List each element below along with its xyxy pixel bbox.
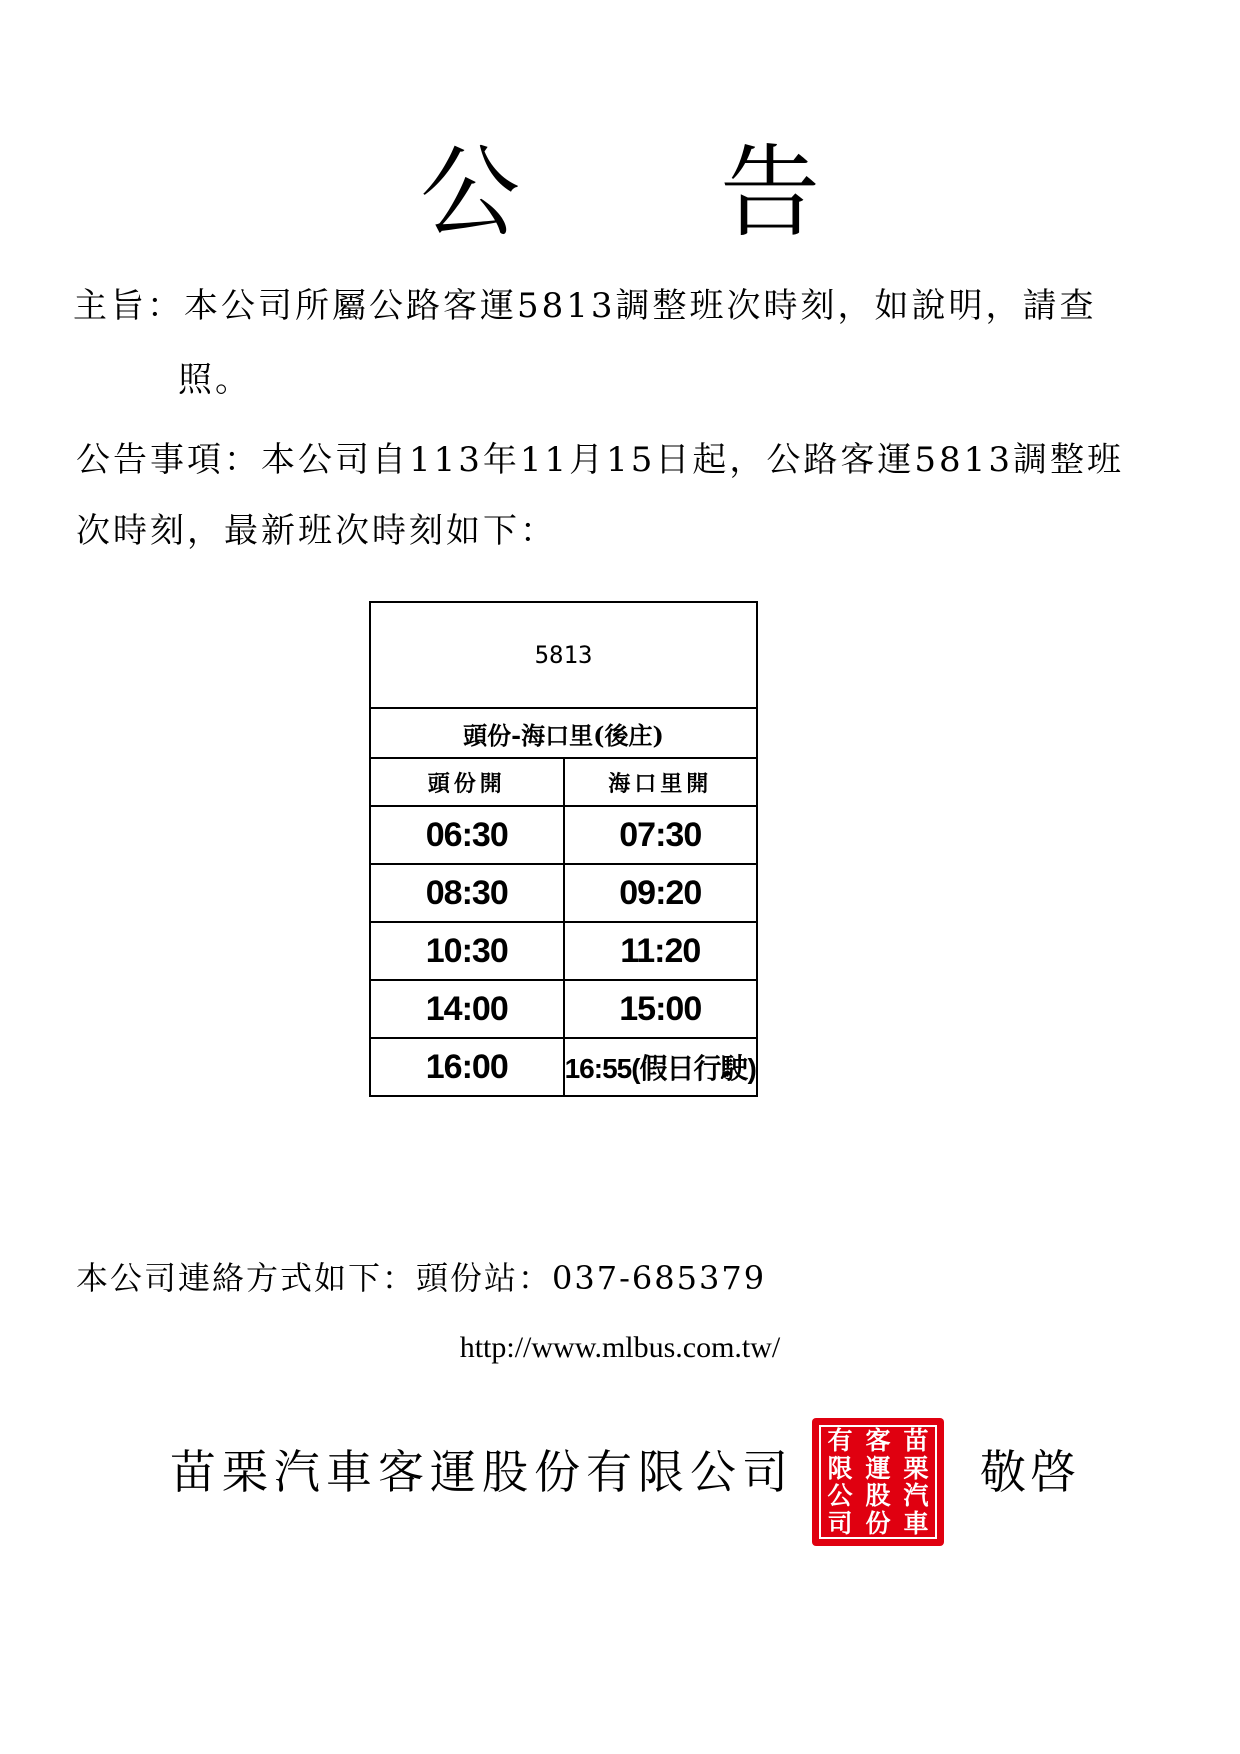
table-row <box>370 980 757 1038</box>
company-seal-stamp <box>812 1418 944 1546</box>
title-char-1: 公 <box>420 134 520 251</box>
table-row <box>370 1038 757 1096</box>
departure-haikou: 15:00 <box>564 980 758 1038</box>
departure-toufen: 08:30 <box>370 864 564 922</box>
table-row <box>370 806 757 864</box>
company-name: 苗栗汽車客運股份有限公司 <box>170 1445 794 1499</box>
departure-haikou: 11:20 <box>564 922 758 980</box>
title-char-2: 告 <box>720 134 820 251</box>
schedule-table <box>369 601 758 1097</box>
notice-line-2: 次時刻，最新班次時刻如下： <box>76 511 557 551</box>
seal-grid: 有 客 苗 限 運 栗 公 股 汽 司 份 車 <box>819 1425 937 1539</box>
departure-toufen: 10:30 <box>370 922 564 980</box>
notice-title <box>0 134 1240 251</box>
departure-toufen: 14:00 <box>370 980 564 1038</box>
subject-line-2: 照。 <box>178 360 252 400</box>
departure-toufen: 06:30 <box>370 806 564 864</box>
route-name: 頭份-海口里(後庄) <box>370 708 757 758</box>
column-header-toufen: 頭份開 <box>370 758 564 806</box>
route-number: 5813 <box>370 602 757 708</box>
subject-line-1: 主旨：本公司所屬公路客運5813調整班次時刻，如說明，請查 <box>73 286 1097 326</box>
departure-toufen: 16:00 <box>370 1038 564 1096</box>
departure-haikou: 09:20 <box>564 864 758 922</box>
column-header-haikou: 海口里開 <box>564 758 758 806</box>
closing-salutation: 敬啓 <box>980 1445 1080 1499</box>
table-row <box>370 922 757 980</box>
notice-line-1: 公告事項：本公司自113年11月15日起，公路客運5813調整班 <box>76 440 1124 480</box>
departure-haikou: 16:55(假日行駛) <box>564 1038 758 1096</box>
website-url: http://www.mlbus.com.tw/ <box>459 1331 781 1364</box>
departure-haikou: 07:30 <box>564 806 758 864</box>
table-row <box>370 864 757 922</box>
contact-info: 本公司連絡方式如下：頭份站：037-685379 <box>76 1259 767 1297</box>
